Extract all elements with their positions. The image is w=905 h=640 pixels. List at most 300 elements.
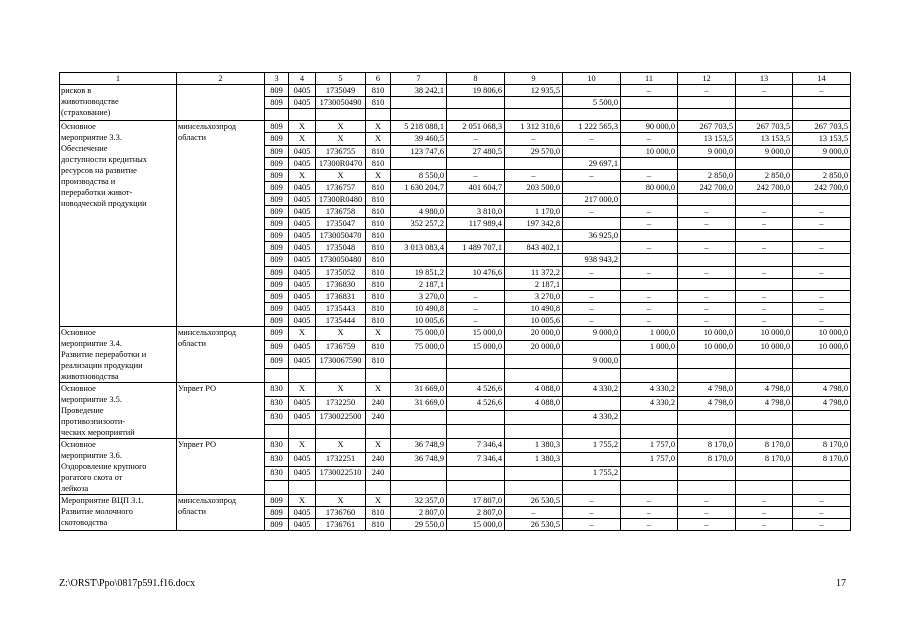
table-cell: 9 000,0 — [736, 145, 793, 157]
executor — [177, 326, 265, 382]
table-cell — [391, 230, 447, 242]
table-cell: 2 051 068,3 — [447, 121, 505, 133]
executor — [177, 85, 265, 121]
activity-name-line: мероприятие 3.3. — [61, 133, 122, 143]
table-cell — [678, 410, 736, 424]
table-cell — [793, 424, 851, 438]
table-cell: 809 — [265, 314, 289, 326]
table-cell: 0405 — [289, 242, 316, 254]
activity-name — [60, 85, 177, 121]
activity-name-line: рисков в — [61, 86, 92, 96]
table-cell: – — [678, 206, 736, 218]
table-cell: 1735047 — [316, 218, 366, 230]
table-cell — [563, 145, 621, 157]
executor-line: Упрвет РО — [178, 439, 217, 449]
table-cell — [366, 424, 391, 438]
table-cell: 3 013 083,4 — [391, 242, 447, 254]
column-number: 14 — [793, 73, 851, 85]
table-cell: 0405 — [289, 254, 316, 266]
table-cell: – — [447, 133, 505, 145]
table-cell: 1730022510 — [316, 466, 366, 480]
table-cell: 26 530,5 — [505, 494, 563, 506]
table-cell: 938 943,2 — [563, 254, 621, 266]
table-cell: 15 000,0 — [447, 326, 505, 340]
table-cell: 1730022500 — [316, 410, 366, 424]
table-cell: 809 — [265, 326, 289, 340]
table-cell: 203 500,0 — [505, 181, 563, 193]
activity-name-line: Развитие переработки и — [61, 349, 147, 359]
table-cell: 830 — [265, 466, 289, 480]
table-cell: 1 757,0 — [621, 452, 678, 466]
table-cell — [678, 466, 736, 480]
table-cell: X — [316, 494, 366, 506]
table-cell: X — [289, 121, 316, 133]
activity-name — [60, 121, 177, 327]
table-cell — [621, 230, 678, 242]
table-cell: 19 806,6 — [447, 85, 505, 97]
activity-name-line: Развитие молочного — [61, 506, 133, 516]
table-cell: 3 810,0 — [447, 206, 505, 218]
table-cell: 4 798,0 — [678, 396, 736, 410]
table-cell: 39 460,5 — [391, 133, 447, 145]
table-cell: – — [678, 507, 736, 519]
table-cell: 810 — [366, 242, 391, 254]
table-cell: 1 380,3 — [505, 452, 563, 466]
table-cell — [678, 424, 736, 438]
table-cell: 1 312 310,6 — [505, 121, 563, 133]
table-cell — [316, 480, 366, 494]
table-cell — [678, 193, 736, 205]
table-body — [60, 85, 851, 531]
table-cell — [621, 480, 678, 494]
table-cell — [447, 466, 505, 480]
activity-name-line: ческих мероприятий — [61, 427, 135, 437]
table-cell: – — [505, 133, 563, 145]
table-cell: 242 700,0 — [736, 181, 793, 193]
table-cell: 9 000,0 — [563, 326, 621, 340]
table-cell: X — [316, 326, 366, 340]
table-cell — [563, 109, 621, 121]
table-cell: – — [621, 519, 678, 531]
table-cell: 267 703,5 — [793, 121, 851, 133]
table-cell: 31 669,0 — [391, 396, 447, 410]
table-cell — [793, 368, 851, 382]
table-cell: 1732251 — [316, 452, 366, 466]
table-cell: 2 850,0 — [678, 169, 736, 181]
table-row — [60, 382, 851, 396]
table-cell: 1736755 — [316, 145, 366, 157]
table-cell — [447, 278, 505, 290]
table-cell: 7 346,4 — [447, 452, 505, 466]
table-cell: – — [447, 169, 505, 181]
table-cell — [391, 109, 447, 121]
table-cell: 810 — [366, 507, 391, 519]
activity-name-line: переработки живот- — [61, 188, 133, 198]
table-cell: 9 000,0 — [793, 145, 851, 157]
table-cell: 809 — [265, 206, 289, 218]
table-cell: 1735443 — [316, 302, 366, 314]
executor — [177, 382, 265, 438]
table-cell: 2 850,0 — [736, 169, 793, 181]
table-cell: X — [289, 494, 316, 506]
table-cell: 10 000,0 — [736, 326, 793, 340]
table-cell: 38 242,1 — [391, 85, 447, 97]
table-cell — [621, 157, 678, 169]
table-cell — [563, 480, 621, 494]
table-cell: 830 — [265, 452, 289, 466]
table-cell — [563, 242, 621, 254]
table-cell: 80 000,0 — [621, 181, 678, 193]
table-cell: 1735444 — [316, 314, 366, 326]
table-cell — [736, 480, 793, 494]
column-number: 4 — [289, 73, 316, 85]
table-cell: – — [621, 218, 678, 230]
table-cell — [505, 368, 563, 382]
table-cell: – — [563, 519, 621, 531]
table-cell: 810 — [366, 290, 391, 302]
page-number: 17 — [836, 578, 846, 589]
table-cell — [316, 109, 366, 121]
table-cell: – — [678, 242, 736, 254]
table-cell: – — [563, 290, 621, 302]
table-cell: 17 807,0 — [447, 494, 505, 506]
activity-name-line: Основное — [61, 122, 96, 132]
table-cell: 1730050480 — [316, 254, 366, 266]
table-row — [60, 326, 851, 340]
table-cell — [793, 230, 851, 242]
table-cell — [736, 424, 793, 438]
budget-table — [59, 72, 851, 531]
activity-name-line: производства и — [61, 177, 116, 187]
table-cell: 1736831 — [316, 290, 366, 302]
activity-name — [60, 326, 177, 382]
table-cell: 36 748,9 — [391, 438, 447, 452]
table-cell: 810 — [366, 181, 391, 193]
table-row — [60, 494, 851, 506]
table-cell: X — [289, 169, 316, 181]
table-cell — [621, 278, 678, 290]
table-cell: 13 153,5 — [736, 133, 793, 145]
table-cell — [736, 157, 793, 169]
table-cell: 8 170,0 — [736, 452, 793, 466]
table-cell: 10 000,0 — [621, 145, 678, 157]
table-cell — [447, 230, 505, 242]
activity-name-line: Проведение — [61, 405, 104, 415]
activity-name-line: Обеспечение — [61, 144, 108, 154]
table-cell — [391, 466, 447, 480]
executor-line: минсельхозпрод — [178, 495, 237, 505]
table-cell — [505, 230, 563, 242]
table-cell: 2 187,1 — [391, 278, 447, 290]
activity-name-line: Основное — [61, 327, 96, 337]
table-cell: – — [621, 507, 678, 519]
table-cell: 9 000,0 — [678, 145, 736, 157]
executor — [177, 121, 265, 327]
table-cell: 10 005,6 — [391, 314, 447, 326]
table-cell: 4 088,0 — [505, 382, 563, 396]
table-cell — [505, 193, 563, 205]
table-cell: – — [621, 494, 678, 506]
table-cell — [793, 278, 851, 290]
table-cell: 1736830 — [316, 278, 366, 290]
column-number: 1 — [60, 73, 177, 85]
table-cell: 36 748,9 — [391, 452, 447, 466]
table-cell — [391, 254, 447, 266]
activity-name-line: мероприятие 3.4. — [61, 338, 122, 348]
table-cell: 4 980,0 — [391, 206, 447, 218]
activity-name-line: Основное — [61, 383, 96, 393]
table-cell: 4 330,2 — [563, 382, 621, 396]
table-cell: 1 000,0 — [621, 340, 678, 354]
table-cell — [621, 109, 678, 121]
table-cell — [391, 480, 447, 494]
table-cell: – — [793, 290, 851, 302]
table-cell: – — [563, 133, 621, 145]
table-cell: 10 490,8 — [391, 302, 447, 314]
activity-name-line: Оздоровление крупного — [61, 461, 147, 471]
activity-name-line: животноводстве — [61, 97, 119, 107]
table-cell: X — [366, 121, 391, 133]
table-cell: 0405 — [289, 266, 316, 278]
table-cell: – — [736, 314, 793, 326]
table-cell: 1735052 — [316, 266, 366, 278]
table-cell — [366, 480, 391, 494]
table-cell: – — [563, 314, 621, 326]
table-cell: – — [563, 302, 621, 314]
table-cell: 0405 — [289, 354, 316, 368]
table-cell: – — [793, 494, 851, 506]
table-cell: – — [621, 266, 678, 278]
table-cell: 8 170,0 — [736, 438, 793, 452]
table-cell — [391, 354, 447, 368]
table-cell: X — [316, 438, 366, 452]
table-cell: – — [621, 169, 678, 181]
activity-name-line: Мероприятие ВЦП 3.1. — [61, 495, 144, 505]
table-cell: 8 170,0 — [793, 452, 851, 466]
table-cell: 267 703,5 — [678, 121, 736, 133]
table-cell: 10 000,0 — [736, 340, 793, 354]
table-cell: – — [736, 507, 793, 519]
table-cell — [621, 424, 678, 438]
table-cell: 242 700,0 — [793, 181, 851, 193]
table-cell: 1735048 — [316, 242, 366, 254]
table-cell: X — [316, 169, 366, 181]
table-cell: 809 — [265, 242, 289, 254]
table-cell: 809 — [265, 519, 289, 531]
table-cell: X — [289, 133, 316, 145]
table-cell — [563, 181, 621, 193]
header-row — [60, 73, 851, 85]
table-cell: 0405 — [289, 452, 316, 466]
table-cell: 810 — [366, 340, 391, 354]
table-cell: 0405 — [289, 278, 316, 290]
table-cell: 4 526,6 — [447, 396, 505, 410]
table-cell — [678, 278, 736, 290]
column-number: 5 — [316, 73, 366, 85]
table-cell: 4 798,0 — [736, 382, 793, 396]
table-cell: 240 — [366, 396, 391, 410]
table-row — [60, 85, 851, 97]
table-cell: – — [678, 494, 736, 506]
table-cell: 810 — [366, 157, 391, 169]
activity-name-line: скотоводства — [61, 517, 108, 527]
table-cell: 26 530,5 — [505, 519, 563, 531]
table-cell — [265, 368, 289, 382]
table-cell: – — [447, 290, 505, 302]
table-cell: 5 500,0 — [563, 97, 621, 109]
table-cell: 12 935,5 — [505, 85, 563, 97]
table-cell — [447, 109, 505, 121]
table-cell: 4 330,2 — [621, 396, 678, 410]
table-cell: 1730067590 — [316, 354, 366, 368]
table-cell: 3 270,0 — [391, 290, 447, 302]
table-cell — [505, 480, 563, 494]
table-cell — [736, 278, 793, 290]
table-cell — [505, 410, 563, 424]
executor-line: области — [178, 338, 206, 348]
table-cell: 830 — [265, 438, 289, 452]
table-cell — [265, 424, 289, 438]
table-cell — [793, 466, 851, 480]
column-number: 13 — [736, 73, 793, 85]
table-cell — [391, 368, 447, 382]
table-cell: 11 372,2 — [505, 266, 563, 278]
table-cell — [391, 157, 447, 169]
table-cell — [505, 157, 563, 169]
table-cell: 809 — [265, 254, 289, 266]
table-cell — [391, 410, 447, 424]
table-cell: 810 — [366, 519, 391, 531]
table-cell: – — [678, 302, 736, 314]
table-cell: 0405 — [289, 396, 316, 410]
table-cell — [447, 354, 505, 368]
table-cell: – — [793, 507, 851, 519]
table-cell: 1 000,0 — [621, 326, 678, 340]
table-cell: 10 000,0 — [678, 340, 736, 354]
table-cell: 1 755,2 — [563, 466, 621, 480]
table-cell: – — [621, 302, 678, 314]
table-cell: 10 490,8 — [505, 302, 563, 314]
table-cell — [505, 354, 563, 368]
table-cell — [678, 109, 736, 121]
table-cell: X — [366, 382, 391, 396]
table-cell: 29 697,1 — [563, 157, 621, 169]
executor — [177, 438, 265, 494]
table-cell — [793, 193, 851, 205]
table-cell — [265, 480, 289, 494]
table-cell: 1730050470 — [316, 230, 366, 242]
table-cell: 13 153,5 — [678, 133, 736, 145]
table-cell: 0405 — [289, 218, 316, 230]
table-cell: 809 — [265, 354, 289, 368]
table-cell: 809 — [265, 266, 289, 278]
table-cell — [289, 480, 316, 494]
table-cell — [447, 97, 505, 109]
table-cell: 0405 — [289, 193, 316, 205]
activity-name-line: доступности кредитных — [61, 155, 147, 165]
activity-name-line: (страхование) — [61, 108, 111, 118]
table-cell: 197 342,8 — [505, 218, 563, 230]
table-cell — [289, 424, 316, 438]
table-cell — [289, 109, 316, 121]
table-cell: 27 480,5 — [447, 145, 505, 157]
table-cell: – — [736, 519, 793, 531]
table-cell — [563, 452, 621, 466]
table-cell: 0405 — [289, 230, 316, 242]
table-cell: 10 005,6 — [505, 314, 563, 326]
table-cell — [505, 466, 563, 480]
table-cell: – — [563, 507, 621, 519]
table-cell: 810 — [366, 254, 391, 266]
activity-name-line: лейкоза — [61, 483, 89, 493]
table-cell: 31 669,0 — [391, 382, 447, 396]
table-cell: X — [366, 326, 391, 340]
table-cell: 3 270,0 — [505, 290, 563, 302]
table-cell: X — [366, 169, 391, 181]
table-cell — [736, 368, 793, 382]
table-cell: – — [736, 206, 793, 218]
table-cell: 1730050490 — [316, 97, 366, 109]
table-cell — [793, 354, 851, 368]
table-cell: 0405 — [289, 206, 316, 218]
table-cell: 8 170,0 — [678, 452, 736, 466]
table-cell: – — [793, 218, 851, 230]
activity-name-line: рогатого скота от — [61, 472, 123, 482]
table-cell — [736, 193, 793, 205]
executor-line: области — [178, 506, 206, 516]
table-cell: 810 — [366, 193, 391, 205]
table-cell: 2 807,0 — [391, 507, 447, 519]
table-cell: 0405 — [289, 314, 316, 326]
executor — [177, 494, 265, 530]
table-cell — [678, 368, 736, 382]
table-cell: 4 526,6 — [447, 382, 505, 396]
table-cell — [447, 480, 505, 494]
table-cell: 19 851,2 — [391, 266, 447, 278]
table-cell: 809 — [265, 157, 289, 169]
column-number: 11 — [621, 73, 678, 85]
table-cell: – — [678, 519, 736, 531]
table-cell: – — [505, 169, 563, 181]
activity-name-line: мероприятие 3.6. — [61, 450, 122, 460]
executor-line: Упрвет РО — [178, 383, 217, 393]
table-cell: – — [736, 85, 793, 97]
table-cell: 809 — [265, 169, 289, 181]
table-cell: – — [793, 85, 851, 97]
table-cell — [316, 424, 366, 438]
table-cell: 810 — [366, 266, 391, 278]
table-cell: 810 — [366, 354, 391, 368]
table-cell: X — [289, 438, 316, 452]
table-cell — [736, 410, 793, 424]
table-cell: 1 170,0 — [505, 206, 563, 218]
table-cell: – — [793, 302, 851, 314]
table-cell: X — [366, 494, 391, 506]
table-cell — [563, 340, 621, 354]
table-cell: 0405 — [289, 290, 316, 302]
table-cell: 17300R0480 — [316, 193, 366, 205]
table-cell: 1 489 707,1 — [447, 242, 505, 254]
table-cell: – — [678, 85, 736, 97]
table-cell — [678, 480, 736, 494]
table-cell — [736, 109, 793, 121]
table-cell — [447, 157, 505, 169]
table-cell — [621, 254, 678, 266]
table-cell: – — [793, 242, 851, 254]
activity-name-line: Основное — [61, 439, 96, 449]
table-cell: 830 — [265, 382, 289, 396]
table-cell: 13 153,5 — [793, 133, 851, 145]
